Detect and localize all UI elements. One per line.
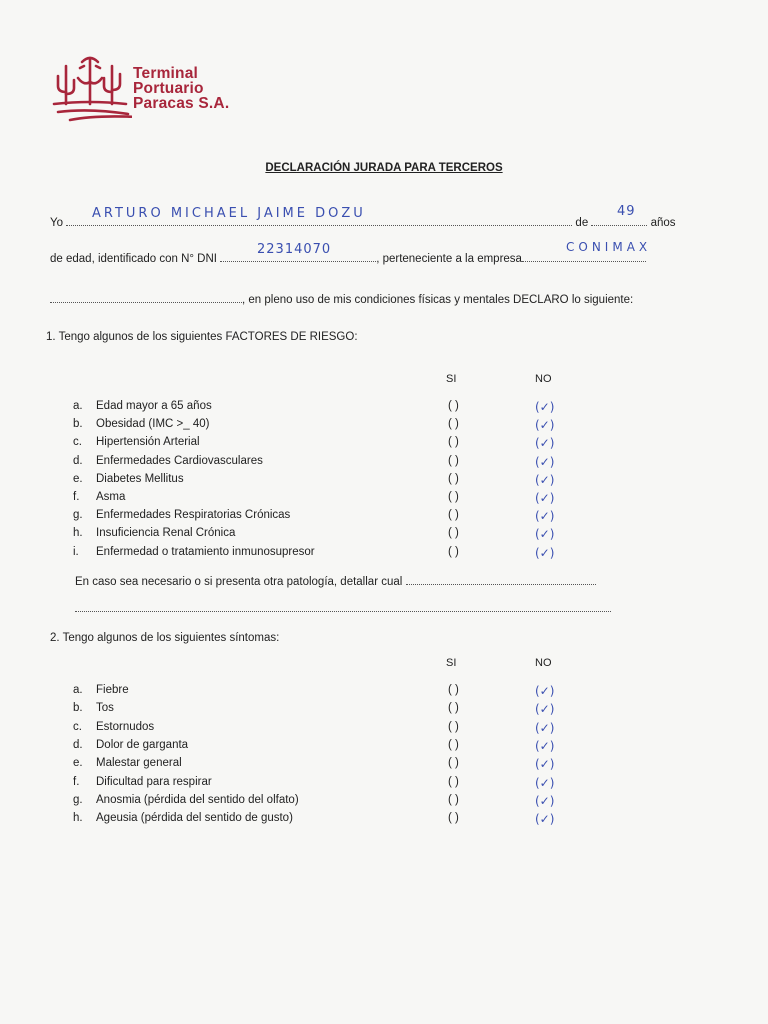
symptom-letter: c. xyxy=(73,720,82,733)
risk-factor-letter: i. xyxy=(73,545,79,558)
check-mark-icon: (✓) xyxy=(535,418,555,433)
company-name-line1: Terminal xyxy=(133,65,199,82)
risk-factor-label: Hipertensión Arterial xyxy=(96,436,200,449)
risk-factor-si-checkbox[interactable]: ( ) xyxy=(448,509,459,522)
symptom-label: Dificultad para respirar xyxy=(96,775,212,788)
company-logo xyxy=(50,52,250,126)
symptom-si-checkbox[interactable]: ( ) xyxy=(448,720,459,733)
symptom-label: Fiebre xyxy=(96,684,129,696)
other-pathology-dotted-field[interactable] xyxy=(406,573,596,585)
risk-factor-no-checkbox[interactable] xyxy=(535,418,554,432)
symptom-letter: e. xyxy=(73,757,83,770)
symptom-si-checkbox[interactable]: ( ) xyxy=(448,812,459,825)
check-mark-icon: (✓) xyxy=(535,491,555,505)
symptoms-col-no: NO xyxy=(535,657,552,669)
age-handwritten: 49 xyxy=(617,204,636,219)
risk-factor-si-checkbox[interactable]: ( ) xyxy=(448,436,459,449)
risk-factor-letter: g. xyxy=(73,509,83,522)
declarant-name-handwritten: ARTURO MICHAEL JAIME DOZU xyxy=(92,206,366,221)
symptom-no-checkbox[interactable] xyxy=(535,721,554,735)
symptoms-heading: 2. Tengo algunos de los siguientes síntomas: xyxy=(50,632,280,644)
risk-factor-si-checkbox[interactable]: ( ) xyxy=(448,418,459,431)
risk-factor-no-checkbox[interactable] xyxy=(535,473,554,487)
symptom-label: Anosmia (pérdida del sentido del olfato) xyxy=(96,793,299,806)
company-label: , perteneciente a la empresa xyxy=(376,253,522,265)
symptom-letter: h. xyxy=(73,812,83,825)
symptom-si-checkbox[interactable]: ( ) xyxy=(448,738,459,751)
risk-factor-letter: b. xyxy=(73,418,83,431)
symptom-letter: b. xyxy=(73,702,83,715)
check-mark-icon: (✓) xyxy=(535,436,555,451)
document-title: DECLARACIÓN JURADA PARA TERCEROS xyxy=(265,162,503,174)
symptom-label: Tos xyxy=(96,702,114,715)
risk-factor-no-checkbox[interactable] xyxy=(535,546,554,560)
check-mark-icon: (✓) xyxy=(535,775,555,790)
risk-factor-si-checkbox[interactable]: ( ) xyxy=(448,491,459,503)
risk-factor-si-checkbox[interactable]: ( ) xyxy=(448,545,459,558)
risk-factor-label: Enfermedad o tratamiento inmunosupresor xyxy=(96,545,315,558)
check-mark-icon: (✓) xyxy=(535,812,555,827)
company-name-line3: Paracas S.A. xyxy=(133,95,230,112)
check-mark-icon: (✓) xyxy=(535,472,555,487)
symptom-si-checkbox[interactable]: ( ) xyxy=(448,757,459,770)
yo-label: Yo xyxy=(50,217,64,229)
risk-factor-no-checkbox[interactable] xyxy=(535,491,554,505)
check-mark-icon: (✓) xyxy=(535,527,555,542)
risk-factor-no-checkbox[interactable] xyxy=(535,509,554,523)
risk-factor-no-checkbox[interactable] xyxy=(535,436,554,450)
company-name xyxy=(133,66,229,111)
check-mark-icon: (✓) xyxy=(535,720,555,735)
risk-factor-label: Enfermedades Respiratorias Crónicas xyxy=(96,509,291,522)
symptom-letter: d. xyxy=(73,738,83,751)
risk-factor-si-checkbox[interactable]: ( ) xyxy=(448,454,459,467)
other-pathology-label: En caso sea necesario o si presenta otra patología, detallar cual xyxy=(75,576,403,588)
risk-factor-label: Diabetes Mellitus xyxy=(96,472,184,485)
symptom-no-checkbox[interactable] xyxy=(535,794,554,808)
risk-factor-no-checkbox[interactable] xyxy=(535,527,554,541)
blank-dotted-field[interactable] xyxy=(50,291,242,303)
risk-factor-letter: e. xyxy=(73,472,83,485)
symptoms-col-si: SI xyxy=(446,657,457,669)
risk-factor-letter: a. xyxy=(73,400,83,412)
risk-factor-label: Insuficiencia Renal Crónica xyxy=(96,527,236,540)
declarant-line-2 xyxy=(50,250,646,265)
symptom-no-checkbox[interactable] xyxy=(535,739,554,753)
other-pathology-line-2 xyxy=(75,600,611,615)
check-mark-icon: (✓) xyxy=(535,400,555,414)
symptom-no-checkbox[interactable] xyxy=(535,757,554,771)
check-mark-icon: (✓) xyxy=(535,545,555,560)
symptom-no-checkbox[interactable] xyxy=(535,702,554,716)
check-mark-icon: (✓) xyxy=(535,738,555,753)
symptom-label: Malestar general xyxy=(96,757,182,770)
symptom-no-checkbox[interactable] xyxy=(535,684,554,698)
risk-col-no: NO xyxy=(535,373,552,385)
risk-factors-heading: 1. Tengo algunos de los siguientes FACTORES DE RIESGO: xyxy=(46,331,358,343)
risk-factor-label: Edad mayor a 65 años xyxy=(96,400,212,412)
risk-factor-label: Asma xyxy=(96,491,126,503)
declarant-line-3 xyxy=(50,291,633,306)
symptom-label: Ageusia (pérdida del sentido de gusto) xyxy=(96,812,293,825)
anos-label: años xyxy=(650,217,676,229)
risk-factor-label: Obesidad (IMC >_ 40) xyxy=(96,418,210,431)
company-handwritten: CONIMAX xyxy=(566,240,652,254)
other-pathology-dotted-field-2[interactable] xyxy=(75,600,611,612)
risk-factor-no-checkbox[interactable] xyxy=(535,455,554,469)
risk-factor-si-checkbox[interactable]: ( ) xyxy=(448,472,459,485)
check-mark-icon: (✓) xyxy=(535,684,555,698)
symptom-label: Estornudos xyxy=(96,720,155,733)
risk-factor-letter: h. xyxy=(73,527,83,540)
dni-handwritten: 22314070 xyxy=(257,242,332,257)
symptom-si-checkbox[interactable]: ( ) xyxy=(448,793,459,806)
risk-factor-no-checkbox[interactable] xyxy=(535,400,554,414)
check-mark-icon: (✓) xyxy=(535,793,555,808)
check-mark-icon: (✓) xyxy=(535,509,555,524)
risk-factor-letter: c. xyxy=(73,436,82,449)
check-mark-icon: (✓) xyxy=(535,702,555,717)
symptom-si-checkbox[interactable]: ( ) xyxy=(448,702,459,715)
company-name-line2: Portuario xyxy=(133,80,204,97)
risk-factor-si-checkbox[interactable]: ( ) xyxy=(448,527,459,540)
risk-factor-letter: f. xyxy=(73,491,80,503)
symptom-letter: a. xyxy=(73,684,83,696)
symptom-si-checkbox[interactable]: ( ) xyxy=(448,684,459,696)
check-mark-icon: (✓) xyxy=(535,757,555,772)
symptom-label: Dolor de garganta xyxy=(96,738,189,751)
dni-label: de edad, identificado con N° DNI xyxy=(50,253,217,265)
de-label: de xyxy=(575,217,589,229)
symptom-letter: f. xyxy=(73,775,80,788)
symptom-no-checkbox[interactable] xyxy=(535,812,554,826)
risk-col-si: SI xyxy=(446,373,457,385)
risk-factor-label: Enfermedades Cardiovasculares xyxy=(96,454,263,467)
check-mark-icon: (✓) xyxy=(535,454,555,469)
declaration-text: , en pleno uso de mis condiciones físicas y mentales DECLARO lo siguiente: xyxy=(242,294,634,306)
risk-factor-si-checkbox[interactable]: ( ) xyxy=(448,400,459,412)
symptom-no-checkbox[interactable] xyxy=(535,776,554,790)
other-pathology-line xyxy=(75,573,596,588)
symptom-si-checkbox[interactable]: ( ) xyxy=(448,775,459,788)
risk-factor-letter: d. xyxy=(73,454,83,467)
symptom-letter: g. xyxy=(73,793,83,806)
logo-emblem-icon xyxy=(50,52,132,126)
